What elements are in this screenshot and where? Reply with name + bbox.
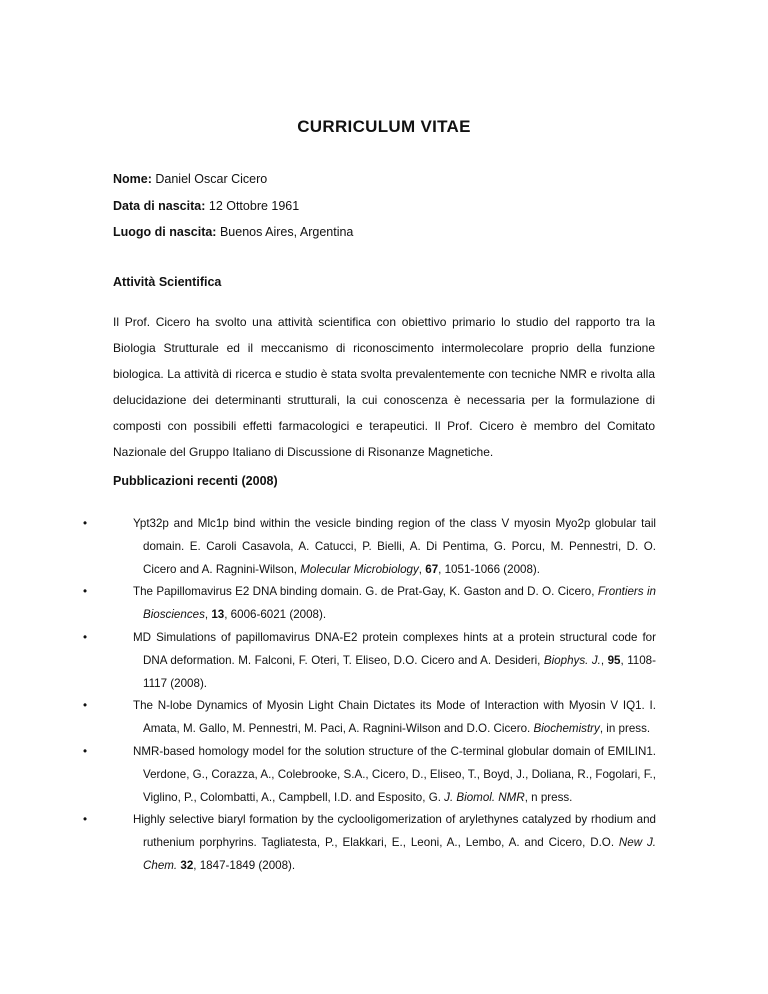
name-value: Daniel Oscar Cicero — [151, 172, 268, 186]
publication-list — [83, 513, 656, 878]
publication-item: • The N-lobe Dynamics of Myosin Light Chain Dictates its Mode of Interaction with Myosin V IQ1. I. Amata, M. Gallo, M. Pennestri, M. Paci, A. Ragnini-Wilson and D.O. Cicero. Biochemistry, in press. — [113, 695, 656, 741]
publication-item: • Highly selective biaryl formation by the cyclooligomerization of arylethynes catalyzed by rhodium and ruthenium porphyrins. Tagliatesta, P., Elakkari, E., Leoni, A., Lembo, A. and Cicero, D.O. New J. Chem. 32, 1847-1849 (2008). — [113, 809, 656, 877]
publications-heading: Pubblicazioni recenti (2008) — [113, 474, 278, 488]
birthplace-line — [113, 225, 353, 239]
bullet-icon: • — [83, 813, 88, 827]
volume-number: 67 — [425, 562, 439, 576]
scientific-heading: Attività Scientifica — [113, 275, 222, 289]
document-title: CURRICULUM VITAE — [297, 117, 471, 136]
journal-name: Frontiers in Biosciences — [143, 585, 656, 622]
volume-number: 95 — [607, 653, 621, 667]
publication-item: • The Papillomavirus E2 DNA binding domain. G. de Prat-Gay, K. Gaston and D. O. Cicero, Frontiers in Biosciences, 13, 6006-6021 (2008). — [113, 581, 656, 627]
volume-number: 32 — [180, 858, 194, 872]
birthdate-value: 12 Ottobre 1961 — [205, 199, 300, 213]
publication-item: • NMR-based homology model for the solution structure of the C-terminal globular domain of EMILIN1. Verdone, G., Corazza, A., Colebrooke, S.A., Cicero, D., Eliseo, T., Boyd, J., Doliana, R., Fogolari, F., Viglino, P., Colombatti, A., Campbell, I.D. and Esposito, G. J. Biomol. NMR, n press. — [113, 741, 656, 809]
journal-name: Biochemistry — [533, 722, 600, 736]
publication-item: • Ypt32p and Mlc1p bind within the vesicle binding region of the class V myosin Myo2p globular tail domain. E. Caroli Casavola, A. Catucci, P. Bielli, A. Di Pentima, G. Porcu, M. Pennestri, D. O. Cicero and A. Ragnini-Wilson, Molecular Microbiology, 67, 1051-1066 (2008). — [113, 513, 656, 581]
journal-name: New J. Chem. — [143, 836, 656, 872]
bullet-icon: • — [83, 630, 88, 644]
journal-name: Molecular Microbiology — [300, 562, 419, 576]
bullet-icon: • — [83, 699, 88, 713]
name-label: Nome: — [113, 172, 152, 186]
publication-item: • MD Simulations of papillomavirus DNA-E2 protein complexes hints at a protein structural code for DNA deformation. M. Falconi, F. Oteri, T. Eliseo, D.O. Cicero and A. Desideri, Biophys. J., 95, 1108-1117 (2008). — [113, 627, 656, 695]
birthdate-label: Data di nascita: — [113, 199, 206, 213]
journal-name: J. Biomol. NMR — [444, 790, 525, 804]
birthplace-value: Buenos Aires, Argentina — [216, 225, 354, 239]
birthplace-label: Luogo di nascita: — [113, 225, 217, 239]
bullet-icon: • — [83, 585, 88, 599]
name-line — [113, 172, 267, 186]
journal-name: Biophys. J. — [543, 653, 601, 667]
bullet-icon: • — [83, 517, 88, 530]
birthdate-line — [113, 199, 299, 213]
bullet-icon: • — [83, 744, 88, 758]
volume-number: 13 — [211, 608, 225, 622]
scientific-paragraph: Il Prof. Cicero ha svolto una attività scientifica con obiettivo primario lo studio del rapporto tra la Biologia Strutturale ed il meccanismo di riconoscimento intermolecolare proprio della funzione biologica. La attività di ricerca e studio è stata svolta prevalentemente con tecniche NMR e rivolta alla delucidazione dei determinanti strutturali, la cui conoscenza è necessaria per la formulazione di composti con possibili effetti farmacologici e terapeutici. Il Prof. Cicero è membro del Comitato Nazionale del Gruppo Italiano di Discussione di Risonanze Magnetiche. — [113, 315, 655, 459]
